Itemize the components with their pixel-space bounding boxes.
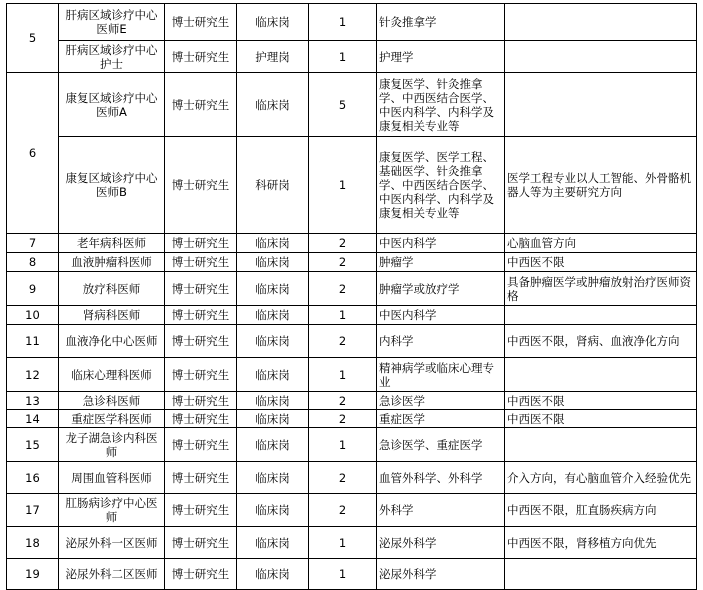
headcount: 1 xyxy=(309,358,377,392)
major: 护理学 xyxy=(377,41,505,73)
major: 内科学 xyxy=(377,325,505,358)
note: 中西医不限，肾移植方向优先 xyxy=(505,527,697,559)
headcount: 1 xyxy=(309,527,377,559)
table-row xyxy=(7,73,697,137)
post-name: 重症医学科医师 xyxy=(59,410,165,428)
major: 重症医学 xyxy=(377,410,505,428)
major: 康复医学、针灸推拿学、中西医结合医学、中医内科学、内科学及康复相关专业等 xyxy=(377,73,505,137)
row-number: 5 xyxy=(7,4,59,73)
table-row xyxy=(7,527,697,559)
post-name: 肛肠病诊疗中心医师 xyxy=(59,494,165,527)
post-type: 临床岗 xyxy=(237,494,309,527)
education: 博士研究生 xyxy=(165,410,237,428)
headcount: 2 xyxy=(309,494,377,527)
row-number: 13 xyxy=(7,392,59,410)
headcount: 2 xyxy=(309,325,377,358)
table-row xyxy=(7,410,697,428)
post-type: 临床岗 xyxy=(237,234,309,253)
major: 康复医学、医学工程、基础医学、针灸推拿学、中西医结合医学、中医内科学、内科学及康复相关专业等 xyxy=(377,137,505,234)
post-name: 血液净化中心医师 xyxy=(59,325,165,358)
table-row xyxy=(7,462,697,494)
post-name: 急诊科医师 xyxy=(59,392,165,410)
headcount: 2 xyxy=(309,462,377,494)
major: 血管外科学、外科学 xyxy=(377,462,505,494)
education: 博士研究生 xyxy=(165,392,237,410)
headcount: 1 xyxy=(309,41,377,73)
note: 具备肿瘤医学或肿瘤放射治疗医师资格 xyxy=(505,272,697,306)
post-type: 临床岗 xyxy=(237,559,309,590)
post-name: 肾病科医师 xyxy=(59,306,165,325)
headcount: 2 xyxy=(309,392,377,410)
major: 中医内科学 xyxy=(377,234,505,253)
table-row xyxy=(7,325,697,358)
major: 肿瘤学 xyxy=(377,253,505,272)
post-name: 肝病区域诊疗中心医师E xyxy=(59,4,165,41)
post-type: 护理岗 xyxy=(237,41,309,73)
row-number: 8 xyxy=(7,253,59,272)
row-number: 11 xyxy=(7,325,59,358)
major: 外科学 xyxy=(377,494,505,527)
table-row xyxy=(7,4,697,41)
post-name: 放疗科医师 xyxy=(59,272,165,306)
education: 博士研究生 xyxy=(165,462,237,494)
row-number: 12 xyxy=(7,358,59,392)
table-row xyxy=(7,494,697,527)
education: 博士研究生 xyxy=(165,358,237,392)
post-type: 临床岗 xyxy=(237,358,309,392)
education: 博士研究生 xyxy=(165,325,237,358)
table-row xyxy=(7,41,697,73)
post-name: 康复区域诊疗中心医师B xyxy=(59,137,165,234)
headcount: 1 xyxy=(309,428,377,462)
note xyxy=(505,358,697,392)
post-name: 周围血管科医师 xyxy=(59,462,165,494)
post-name: 泌尿外科二区医师 xyxy=(59,559,165,590)
education: 博士研究生 xyxy=(165,306,237,325)
education: 博士研究生 xyxy=(165,428,237,462)
education: 博士研究生 xyxy=(165,73,237,137)
education: 博士研究生 xyxy=(165,527,237,559)
table-row xyxy=(7,272,697,306)
row-number: 10 xyxy=(7,306,59,325)
post-type: 临床岗 xyxy=(237,392,309,410)
post-type: 临床岗 xyxy=(237,272,309,306)
education: 博士研究生 xyxy=(165,137,237,234)
education: 博士研究生 xyxy=(165,234,237,253)
post-type: 临床岗 xyxy=(237,73,309,137)
note xyxy=(505,428,697,462)
education: 博士研究生 xyxy=(165,494,237,527)
table-row xyxy=(7,559,697,590)
row-number: 17 xyxy=(7,494,59,527)
headcount: 2 xyxy=(309,410,377,428)
education: 博士研究生 xyxy=(165,253,237,272)
table-row xyxy=(7,428,697,462)
note: 中西医不限 xyxy=(505,410,697,428)
row-number: 16 xyxy=(7,462,59,494)
headcount: 2 xyxy=(309,272,377,306)
table-row xyxy=(7,137,697,234)
table-row xyxy=(7,306,697,325)
post-name: 康复区域诊疗中心医师A xyxy=(59,73,165,137)
note xyxy=(505,41,697,73)
major: 急诊医学 xyxy=(377,392,505,410)
row-number: 9 xyxy=(7,272,59,306)
major: 肿瘤学或放疗学 xyxy=(377,272,505,306)
recruitment-table xyxy=(6,3,697,590)
post-name: 肝病区域诊疗中心护士 xyxy=(59,41,165,73)
major: 泌尿外科学 xyxy=(377,527,505,559)
row-number: 15 xyxy=(7,428,59,462)
headcount: 1 xyxy=(309,306,377,325)
post-name: 老年病科医师 xyxy=(59,234,165,253)
note: 医学工程专业以人工智能、外骨骼机器人等为主要研究方向 xyxy=(505,137,697,234)
post-type: 临床岗 xyxy=(237,428,309,462)
note: 中西医不限 xyxy=(505,253,697,272)
row-number: 14 xyxy=(7,410,59,428)
row-number: 18 xyxy=(7,527,59,559)
headcount: 1 xyxy=(309,4,377,41)
education: 博士研究生 xyxy=(165,41,237,73)
note xyxy=(505,73,697,137)
table-row xyxy=(7,358,697,392)
note: 中西医不限 xyxy=(505,392,697,410)
post-type: 临床岗 xyxy=(237,462,309,494)
headcount: 1 xyxy=(309,137,377,234)
headcount: 2 xyxy=(309,253,377,272)
education: 博士研究生 xyxy=(165,4,237,41)
table-row xyxy=(7,234,697,253)
post-name: 血液肿瘤科医师 xyxy=(59,253,165,272)
note: 中西医不限，肛直肠疾病方向 xyxy=(505,494,697,527)
headcount: 1 xyxy=(309,559,377,590)
note: 中西医不限，肾病、血液净化方向 xyxy=(505,325,697,358)
post-name: 泌尿外科一区医师 xyxy=(59,527,165,559)
row-number: 19 xyxy=(7,559,59,590)
post-type: 临床岗 xyxy=(237,253,309,272)
post-type: 临床岗 xyxy=(237,325,309,358)
post-type: 临床岗 xyxy=(237,4,309,41)
note: 介入方向，有心脑血管介入经验优先 xyxy=(505,462,697,494)
note xyxy=(505,4,697,41)
note xyxy=(505,559,697,590)
headcount: 2 xyxy=(309,234,377,253)
row-number: 7 xyxy=(7,234,59,253)
post-type: 临床岗 xyxy=(237,306,309,325)
major: 针灸推拿学 xyxy=(377,4,505,41)
note xyxy=(505,306,697,325)
education: 博士研究生 xyxy=(165,272,237,306)
education: 博士研究生 xyxy=(165,559,237,590)
table-row xyxy=(7,253,697,272)
note: 心脑血管方向 xyxy=(505,234,697,253)
major: 中医内科学 xyxy=(377,306,505,325)
post-type: 科研岗 xyxy=(237,137,309,234)
row-number: 6 xyxy=(7,73,59,234)
headcount: 5 xyxy=(309,73,377,137)
post-name: 临床心理科医师 xyxy=(59,358,165,392)
table-row xyxy=(7,392,697,410)
post-type: 临床岗 xyxy=(237,410,309,428)
major: 精神病学或临床心理专业 xyxy=(377,358,505,392)
post-type: 临床岗 xyxy=(237,527,309,559)
major: 急诊医学、重症医学 xyxy=(377,428,505,462)
post-name: 龙子湖急诊内科医师 xyxy=(59,428,165,462)
major: 泌尿外科学 xyxy=(377,559,505,590)
